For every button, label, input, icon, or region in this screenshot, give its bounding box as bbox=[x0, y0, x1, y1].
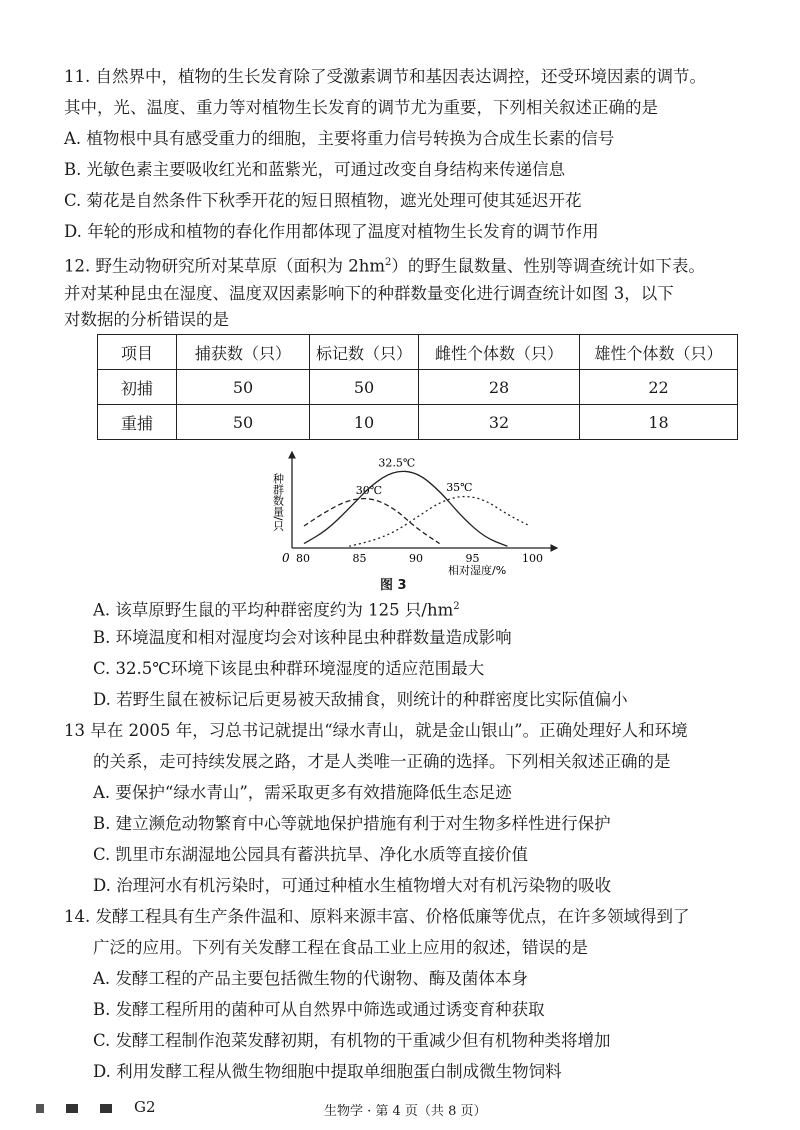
q13-stem-line-2: 的关系，走可持续发展之路，才是人类唯一正确的选择。下列相关叙述正确的是 bbox=[93, 752, 671, 771]
q12-stem-line-1 bbox=[64, 252, 705, 278]
table-row bbox=[98, 405, 738, 440]
q11-stem-line-1: 11. 自然界中，植物的生长发育除了受激素调节和基因表达调控，还受环境因素的调节。 bbox=[64, 67, 706, 86]
footer-code bbox=[36, 1098, 156, 1116]
q13-option-c: C. 凯里市东湖湿地公园具有蓄洪抗旱、净化水质等直接价值 bbox=[93, 845, 529, 864]
q14-option-d: D. 利用发酵工程从微生物细胞中提取单细胞蛋白制成微生物饲料 bbox=[93, 1062, 562, 1081]
series-line bbox=[349, 497, 530, 547]
table-cell: 10 bbox=[310, 405, 419, 440]
table-header-row bbox=[98, 335, 738, 370]
series-line bbox=[304, 471, 507, 546]
insect-population-chart bbox=[262, 448, 562, 576]
table-cell: 18 bbox=[580, 405, 738, 440]
y-axis-label: 种群数量/只 bbox=[271, 472, 285, 532]
q11-option-c: C. 菊花是自然条件下秋季开花的短日照植物，遮光处理可使其延迟开花 bbox=[64, 191, 582, 210]
table-cell: 22 bbox=[580, 370, 738, 405]
q11-option-a: A. 植物根中具有感受重力的细胞，主要将重力信号转换为合成生长素的信号 bbox=[64, 129, 615, 148]
table-cell: 重捕 bbox=[98, 405, 177, 440]
table-cell: 50 bbox=[310, 370, 419, 405]
series-label: 30℃ bbox=[355, 483, 383, 497]
origin-label: 0 bbox=[282, 551, 290, 565]
table-cell: 28 bbox=[419, 370, 580, 405]
curve-group bbox=[304, 457, 530, 547]
table-header-cell: 捕获数（只） bbox=[177, 335, 310, 370]
q11-option-b: B. 光敏色素主要吸收红光和蓝紫光，可通过改变自身结构来传递信息 bbox=[64, 160, 566, 179]
q13-option-d: D. 治理河水有机污染时，可通过种植水生植物增大对有机污染物的吸收 bbox=[93, 876, 612, 895]
q12-option-b: B. 环境温度和相对湿度均会对该种昆虫种群数量造成影响 bbox=[93, 628, 512, 647]
q14-option-a: A. 发酵工程的产品主要包括微生物的代谢物、酶及菌体本身 bbox=[93, 969, 528, 988]
q13-option-a: A. 要保护“绿水青山”，需采取更多有效措施降低生态足迹 bbox=[93, 783, 512, 802]
table-header-cell: 标记数（只） bbox=[310, 335, 419, 370]
print-mark-icon bbox=[100, 1104, 112, 1113]
x-tick-label: 95 bbox=[465, 552, 480, 565]
table-cell: 50 bbox=[177, 370, 310, 405]
print-mark-icon bbox=[36, 1104, 44, 1113]
q12-stem-line-3: 对数据的分析错误的是 bbox=[64, 310, 229, 329]
x-tick-label: 90 bbox=[409, 552, 423, 565]
q12-stem-line-2: 并对某种昆虫在湿度、温度双因素影响下的种群数量变化进行调查统计如图 3，以下 bbox=[64, 284, 674, 303]
q12-option-a bbox=[93, 596, 460, 622]
page-number: 生物学 · 第 4 页（共 8 页） bbox=[324, 1104, 487, 1119]
q14-stem-line-1: 14. 发酵工程具有生产条件温和、原料来源丰富、价格低廉等优点，在许多领域得到了 bbox=[64, 907, 690, 926]
x-tick-label: 80 bbox=[296, 552, 310, 565]
table-header-cell: 雄性个体数（只） bbox=[580, 335, 738, 370]
figure-caption: 图 3 bbox=[380, 578, 407, 593]
x-tick-label: 100 bbox=[522, 552, 543, 565]
q14-option-b: B. 发酵工程所用的菌种可从自然界中筛选或通过诱变育种获取 bbox=[93, 1000, 545, 1019]
x-axis-label: 相对湿度/% bbox=[448, 564, 507, 576]
q14-stem-line-2: 广泛的应用。下列有关发酵工程在食品工业上应用的叙述，错误的是 bbox=[93, 938, 588, 957]
table-header-cell: 项目 bbox=[98, 335, 177, 370]
q11-stem-line-2: 其中，光、温度、重力等对植物生长发育的调节尤为重要，下列相关叙述正确的是 bbox=[64, 98, 658, 117]
q12-option-a-superscript: 2 bbox=[453, 601, 460, 612]
mouse-survey-table bbox=[97, 334, 738, 440]
q12-option-d: D. 若野生鼠在被标记后更易被天敌捕食，则统计的种群密度比实际值偏小 bbox=[93, 690, 628, 709]
q12-area-superscript: 2 bbox=[385, 257, 392, 268]
q12-stem-line-1-tail: ）的野生鼠数量、性别等调查统计如下表。 bbox=[391, 256, 705, 276]
q13-option-b: B. 建立濒危动物繁育中心等就地保护措施有利于对生物多样性进行保护 bbox=[93, 814, 611, 833]
table-cell: 50 bbox=[177, 405, 310, 440]
q12-option-a-text: A. 该草原野生鼠的平均种群密度约为 125 只/hm bbox=[93, 600, 454, 620]
q13-stem-line-1: 13 早在 2005 年，习总书记就提出“绿水青山，就是金山银山”。正确处理好人和环境 bbox=[64, 721, 688, 740]
print-mark-icon bbox=[66, 1104, 78, 1113]
table-cell: 初捕 bbox=[98, 370, 177, 405]
q11-option-d: D. 年轮的形成和植物的春化作用都体现了温度对植物生长发育的调节作用 bbox=[64, 222, 599, 241]
q12-option-c: C. 32.5℃环境下该昆虫种群环境湿度的适应范围最大 bbox=[93, 659, 485, 678]
paper-code: G2 bbox=[134, 1098, 156, 1116]
q14-option-c: C. 发酵工程制作泡菜发酵初期，有机物的干重减少但有机物种类将增加 bbox=[93, 1031, 611, 1050]
series-label: 32.5℃ bbox=[378, 456, 416, 470]
table-row bbox=[98, 370, 738, 405]
q12-stem-line-1-text: 12. 野生动物研究所对某草原（面积为 2hm bbox=[64, 256, 386, 276]
table-cell: 32 bbox=[419, 405, 580, 440]
series-label: 35℃ bbox=[446, 481, 473, 495]
series-line bbox=[304, 499, 440, 544]
table-header-cell: 雌性个体数（只） bbox=[419, 335, 580, 370]
x-tick-label: 85 bbox=[352, 552, 367, 565]
